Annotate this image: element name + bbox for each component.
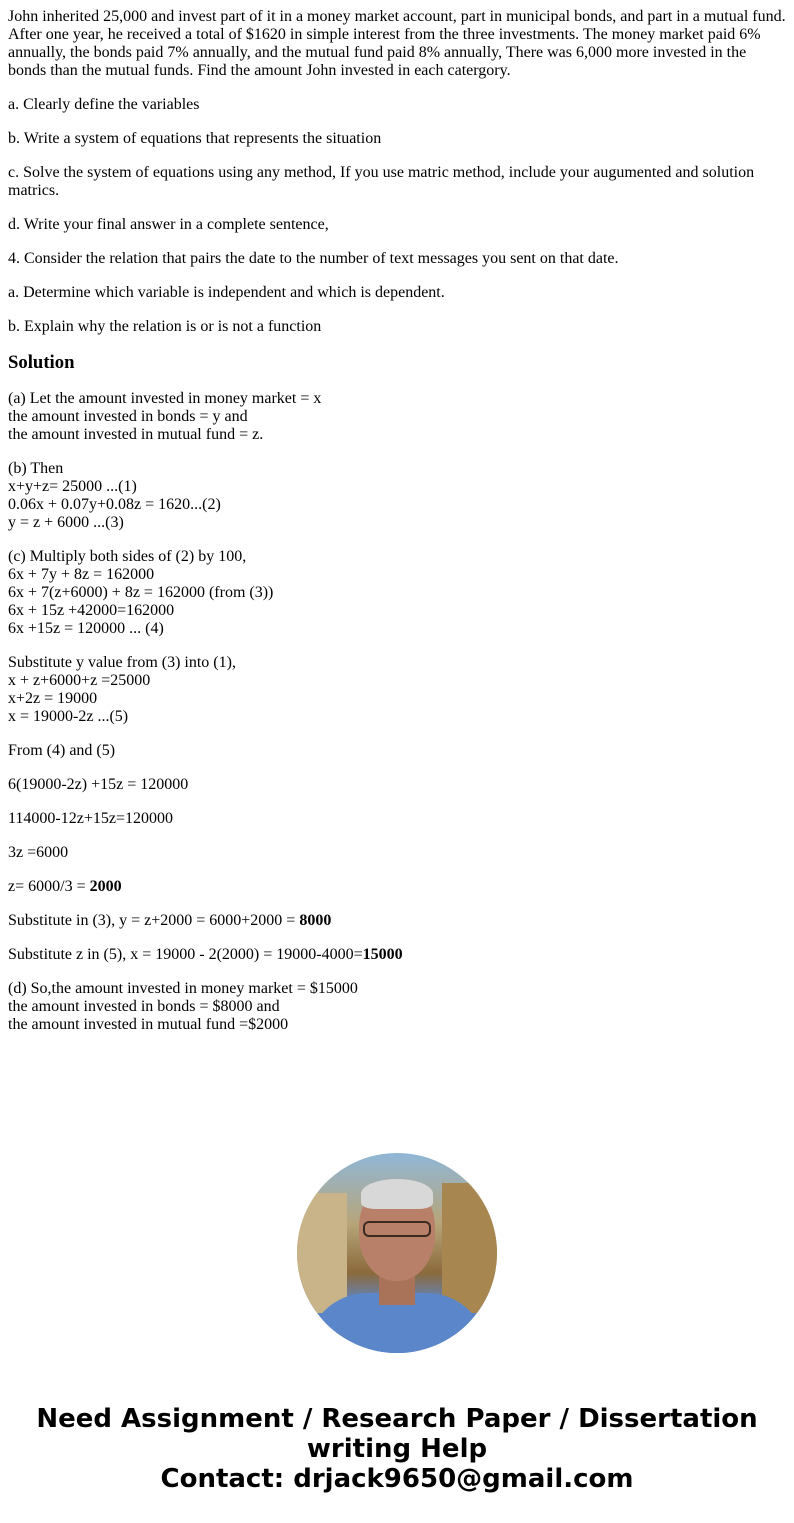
text-line: z= 6000/3 = bbox=[8, 878, 90, 895]
question-paragraph bbox=[8, 216, 786, 234]
text-line: (a) Let the amount invested in money market = x bbox=[8, 390, 322, 407]
text-line: 6x + 7(z+6000) + 8z = 162000 (from (3)) bbox=[8, 584, 274, 601]
author-photo bbox=[297, 1153, 497, 1353]
solution-paragraph bbox=[8, 810, 786, 828]
question-paragraph bbox=[8, 318, 786, 336]
text-line: a. Determine which variable is independent and which is dependent. bbox=[8, 284, 445, 301]
question-paragraph bbox=[8, 8, 786, 80]
text-line: (d) So,the amount invested in money market = $15000 bbox=[8, 980, 358, 997]
text-line: x+2z = 19000 bbox=[8, 690, 98, 707]
text-line: (c) Multiply both sides of (2) by 100, bbox=[8, 548, 247, 565]
question-paragraph bbox=[8, 250, 786, 268]
answer-value: 2000 bbox=[89, 878, 122, 895]
text-line: x+y+z= 25000 ...(1) bbox=[8, 478, 137, 495]
text-line: the amount invested in bonds = $8000 and bbox=[8, 998, 280, 1015]
solution-paragraph bbox=[8, 390, 786, 444]
text-line: Substitute z in (5), x = 19000 - 2(2000) = 19000-4000= bbox=[8, 946, 363, 963]
text-line: 0.06x + 0.07y+0.08z = 1620...(2) bbox=[8, 496, 221, 513]
text-line: c. Solve the system of equations using any method, If you use matric method, include your augumented and solution matrics. bbox=[8, 164, 755, 199]
answer-value: 8000 bbox=[299, 912, 332, 929]
text-line: the amount invested in bonds = y and bbox=[8, 408, 248, 425]
text-line: Substitute y value from (3) into (1), bbox=[8, 654, 236, 671]
text-line: 6x + 7y + 8z = 162000 bbox=[8, 566, 155, 583]
text-line: John inherited 25,000 and invest part of it in a money market account, part in municipal bonds, and part in a mutual fund. After one year, he received a total of $1620 in simple interest from the three investments. The money market paid 6% annually, the bonds paid 7% annually, and the mutual fund paid 8% annually, There was 6,000 more invested in the bonds than the mutual funds. Find the amount John invested in each catergory. bbox=[8, 8, 786, 79]
solution-paragraph bbox=[8, 844, 786, 862]
solution-paragraph bbox=[8, 548, 786, 638]
footer-line-1: Need Assignment / Research Paper / Dissertation bbox=[36, 1404, 758, 1434]
solution-paragraph bbox=[8, 946, 786, 964]
text-line: a. Clearly define the variables bbox=[8, 96, 200, 113]
text-line: From (4) and (5) bbox=[8, 742, 116, 759]
solution-paragraph bbox=[8, 980, 786, 1034]
solution-paragraph bbox=[8, 460, 786, 532]
answer-value: 15000 bbox=[362, 946, 403, 963]
text-line: x + z+6000+z =25000 bbox=[8, 672, 151, 689]
text-line: 6x + 15z +42000=162000 bbox=[8, 602, 175, 619]
solution-heading: Solution bbox=[8, 352, 75, 373]
solution-paragraph bbox=[8, 912, 786, 930]
text-line: x = 19000-2z ...(5) bbox=[8, 708, 129, 725]
question-paragraph bbox=[8, 96, 786, 114]
solution-section bbox=[8, 390, 786, 1034]
text-line: 114000-12z+15z=120000 bbox=[8, 810, 173, 827]
footer-line-2: writing Help bbox=[306, 1434, 488, 1464]
text-line: the amount invested in mutual fund =$2000 bbox=[8, 1016, 289, 1033]
question-section bbox=[8, 8, 786, 336]
contact-footer bbox=[0, 1404, 794, 1494]
text-line: b. Explain why the relation is or is not a function bbox=[8, 318, 322, 335]
text-line: Substitute in (3), y = z+2000 = 6000+2000 = bbox=[8, 912, 300, 929]
text-line: the amount invested in mutual fund = z. bbox=[8, 426, 264, 443]
solution-paragraph bbox=[8, 654, 786, 726]
text-line: b. Write a system of equations that represents the situation bbox=[8, 130, 382, 147]
document-content bbox=[8, 8, 786, 1050]
text-line: y = z + 6000 ...(3) bbox=[8, 514, 124, 531]
text-line: 3z =6000 bbox=[8, 844, 69, 861]
solution-paragraph bbox=[8, 776, 786, 794]
question-paragraph bbox=[8, 130, 786, 148]
text-line: 6(19000-2z) +15z = 120000 bbox=[8, 776, 189, 793]
text-line: 6x +15z = 120000 ... (4) bbox=[8, 620, 164, 637]
solution-paragraph bbox=[8, 742, 786, 760]
footer-line-3: Contact: drjack9650@gmail.com bbox=[160, 1464, 634, 1494]
question-paragraph bbox=[8, 164, 786, 200]
text-line: d. Write your final answer in a complete sentence, bbox=[8, 216, 329, 233]
text-line: (b) Then bbox=[8, 460, 64, 477]
question-paragraph bbox=[8, 284, 786, 302]
solution-paragraph bbox=[8, 878, 786, 896]
text-line: 4. Consider the relation that pairs the date to the number of text messages you sent on that date. bbox=[8, 250, 619, 267]
